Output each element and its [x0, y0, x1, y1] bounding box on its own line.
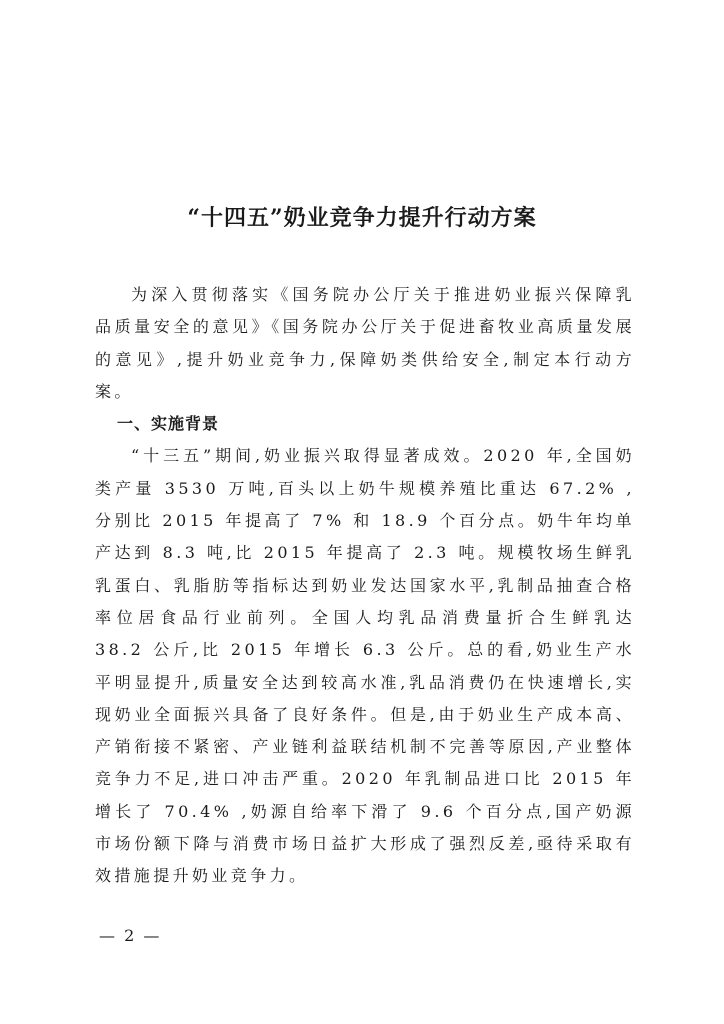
document-title: “十四五”奶业竞争力提升行动方案 — [187, 205, 537, 231]
section-heading: 一、实施背景 — [117, 414, 220, 434]
background-paragraph: “十三五”期间,奶业振兴取得显著成效。2020 年,全国奶类产量 3530 万吨,百头以上奶牛规模养殖比重达 67.2% ,分别比 2015 年提高了 7% 和 18.9 个百分点。奶牛年均单产达到 8.3 吨,比 2015 年提高了 2.3 吨。规模牧场生鲜乳乳蛋白、乳脂肪等指标达到奶业发达国家水平,乳制品抽查合格率位居食品行业前列。全国人均乳品消费量折合生鲜乳达 38.2 公斤,比 2015 年增长 6.3 公斤。总的看,奶业生产水平明显提升,质量安全达到较高水准,乳品消费仍在快速增长,实现奶业全面振兴具备了良好条件。但是,由于奶业生产成本高、产销衔接不紧密、产业链利益联结机制不完善等原因,产业整体竞争力不足,进口冲击严重。2020 年乳制品进口比 2015 年增长了 70.4% ,奶源自给率下滑了 9.6 个百分点,国产奶源市场份额下降与消费市场日益扩大形成了强烈反差,亟待采取有效措施提升奶业竞争力。 — [95, 446, 635, 886]
document-body — [95, 279, 635, 893]
page-number: — 2 — — [99, 926, 162, 945]
intro-paragraph: 为深入贯彻落实《国务院办公厅关于推进奶业振兴保障乳品质量安全的意见》《国务院办公厅关于促进畜牧业高质量发展的意见》,提升奶业竞争力,保障奶类供给安全,制定本行动方案。 — [95, 285, 635, 401]
